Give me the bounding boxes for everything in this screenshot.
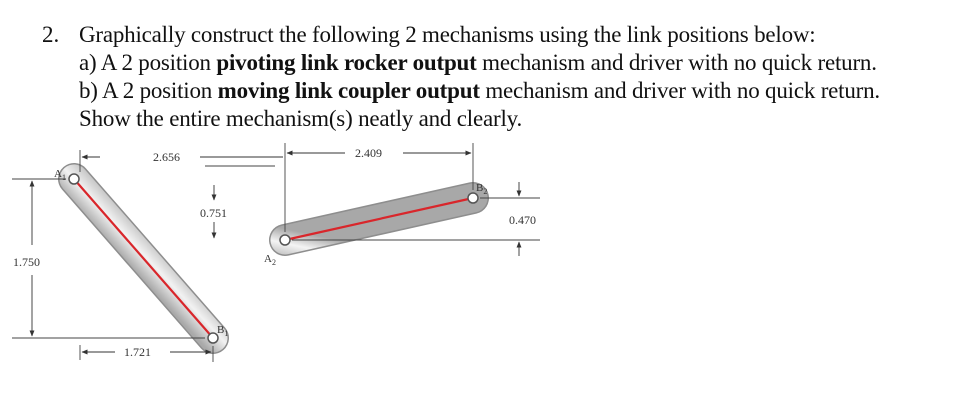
dim-1750-label: 1.750 xyxy=(13,255,40,269)
label-b2: $B_2$ xyxy=(476,182,488,196)
joint-a2-icon xyxy=(280,235,290,245)
joint-a1-icon xyxy=(69,174,79,184)
dim-2409 xyxy=(287,146,471,160)
label-a1: $A_1$ xyxy=(54,168,66,182)
dim-1721-label: 1.721 xyxy=(124,345,151,359)
link-a2-b2 xyxy=(264,182,487,267)
line-2-prefix: a) A 2 position xyxy=(79,50,217,75)
dim-2656 xyxy=(82,150,283,164)
problem-line-1: Graphically construct the following 2 mechanisms using the link positions below: xyxy=(79,22,816,47)
link-a1-b1-line xyxy=(74,179,213,338)
line-3-prefix: b) A 2 position xyxy=(79,78,218,103)
label-b1: $B_1$ xyxy=(217,324,229,338)
line-2-suffix: mechanism and driver with no quick return. xyxy=(476,50,877,75)
dim-0751 xyxy=(200,185,227,238)
joint-b2-icon xyxy=(468,193,478,203)
line-2-bold: pivoting link rocker output xyxy=(216,50,477,75)
dim-2409-label: 2.409 xyxy=(355,146,382,160)
dim-1750 xyxy=(13,181,40,336)
problem-number: 2. xyxy=(42,22,60,47)
line-3-suffix: mechanism and driver with no quick return. xyxy=(479,78,880,103)
line-3-bold: moving link coupler output xyxy=(217,78,480,103)
label-a2: $A_2$ xyxy=(264,253,276,267)
dim-0751-label: 0.751 xyxy=(200,206,227,220)
dim-0470-label: 0.470 xyxy=(509,213,536,227)
problem-line-4: Show the entire mechanism(s) neatly and clearly. xyxy=(79,106,522,131)
dim-2656-label: 2.656 xyxy=(153,150,180,164)
dim-0470 xyxy=(509,182,536,256)
dim-1721 xyxy=(82,345,211,359)
link-a1-b1 xyxy=(54,168,228,343)
